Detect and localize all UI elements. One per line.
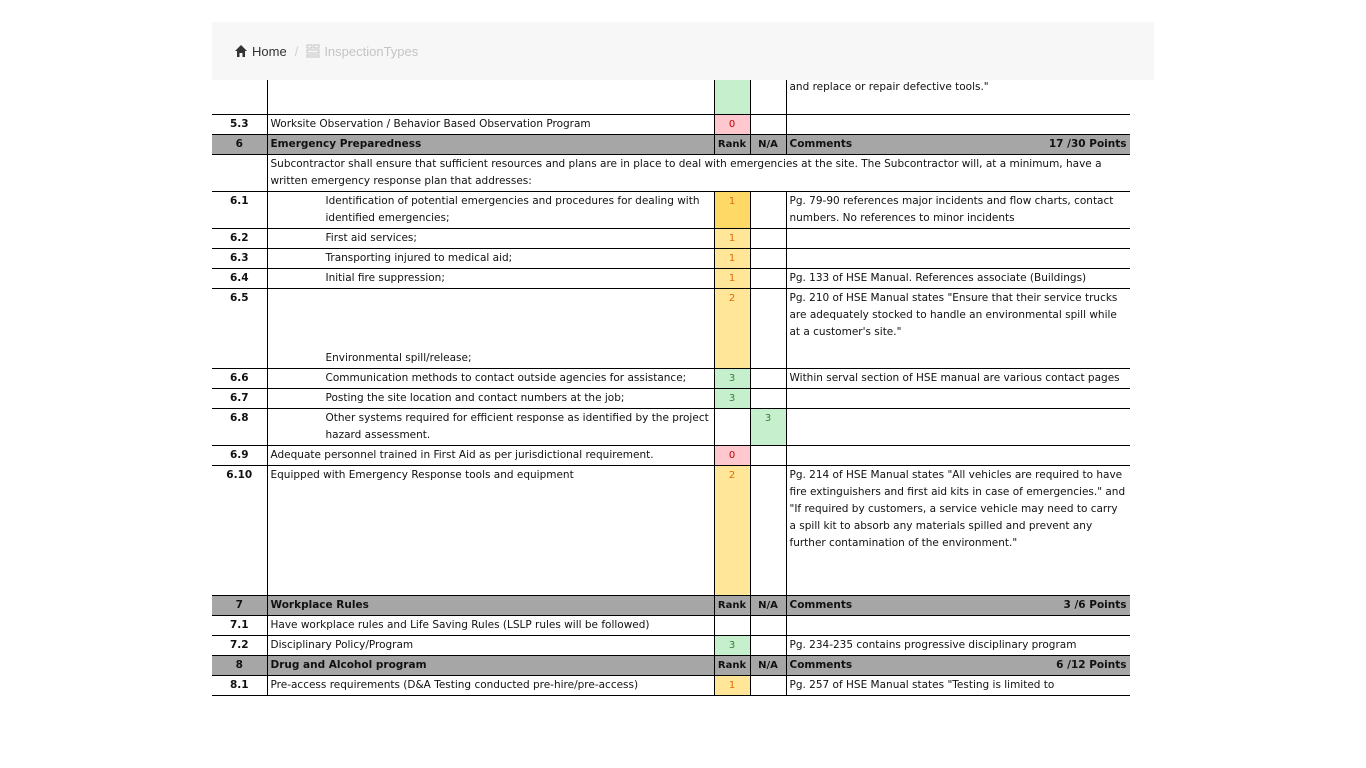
row-number: 6.4: [212, 269, 267, 289]
table-row: [212, 289, 1130, 369]
row-number: 7.2: [212, 636, 267, 656]
section-points: 3 /6 Points: [1063, 599, 1127, 611]
comment-cell: Pg. 210 of HSE Manual states "Ensure that their service trucks are adequately stocked to handle an environmental spill while at a customer's site.": [786, 289, 1130, 369]
na-header: N/A: [750, 135, 786, 155]
na-cell: [750, 115, 786, 135]
table-row: [212, 269, 1130, 289]
comment-cell: [786, 115, 1130, 135]
section-title: Drug and Alcohol program: [267, 656, 714, 676]
row-number: 6.5: [212, 289, 267, 369]
na-header: N/A: [750, 596, 786, 616]
rank-cell: 1: [714, 192, 750, 229]
comment-cell: Pg. 79-90 references major incidents and flow charts, contact numbers. No references to minor incidents: [786, 192, 1130, 229]
inspection-sheet-image: [212, 60, 1130, 705]
section-intro: Subcontractor shall ensure that sufficient resources and plans are in place to deal with emergencies at the site. The Subcontractor will, at a minimum, have a written emergency response plan that addresses:: [267, 155, 1130, 192]
inspection-types-icon: [306, 44, 320, 58]
na-cell: [750, 676, 786, 696]
row-description: Have workplace rules and Life Saving Rules (LSLP rules will be followed): [267, 616, 714, 636]
row-description: Environmental spill/release;: [267, 289, 714, 369]
comment-cell: [786, 229, 1130, 249]
rank-cell: 3: [714, 389, 750, 409]
rank-cell: 3: [714, 369, 750, 389]
comments-label: Comments: [789, 599, 853, 611]
rank-cell: 1: [714, 249, 750, 269]
home-icon[interactable]: [234, 44, 248, 58]
comment-cell: [786, 409, 1130, 446]
row-number: 5.3: [212, 115, 267, 135]
rank-cell: 0: [714, 115, 750, 135]
row-number: 6.2: [212, 229, 267, 249]
rank-header: Rank: [714, 596, 750, 616]
na-cell: [750, 269, 786, 289]
section-points: 17 /30 Points: [1048, 138, 1127, 150]
section-header-row: [212, 135, 1130, 155]
rank-header: Rank: [714, 656, 750, 676]
row-description: Pre-access requirements (D&A Testing conducted pre-hire/pre-access): [267, 676, 714, 696]
row-number: [212, 155, 267, 192]
na-cell: [750, 636, 786, 656]
row-number: 7.1: [212, 616, 267, 636]
table-row: [212, 616, 1130, 636]
na-cell: [750, 289, 786, 369]
inspection-table: [212, 60, 1130, 696]
table-row: [212, 466, 1130, 596]
comments-label: Comments: [789, 138, 853, 150]
comment-cell: [786, 616, 1130, 636]
row-number: 6.1: [212, 192, 267, 229]
table-row: [212, 409, 1130, 446]
rank-cell: [714, 409, 750, 446]
row-number: 8.1: [212, 676, 267, 696]
row-description: Disciplinary Policy/Program: [267, 636, 714, 656]
row-description: Identification of potential emergencies and procedures for dealing with identified emergencies;: [267, 192, 714, 229]
rank-cell: 2: [714, 466, 750, 596]
na-cell: [750, 229, 786, 249]
row-description: Adequate personnel trained in First Aid as per jurisdictional requirement.: [267, 446, 714, 466]
section-points: 6 /12 Points: [1056, 659, 1127, 671]
section-header-row: [212, 656, 1130, 676]
table-row: [212, 249, 1130, 269]
na-cell: 3: [750, 409, 786, 446]
comment-cell: [786, 249, 1130, 269]
rank-header: Rank: [714, 135, 750, 155]
section-title: Workplace Rules: [267, 596, 714, 616]
comments-label: Comments: [789, 659, 853, 671]
breadcrumb: [212, 22, 1154, 80]
row-description: Transporting injured to medical aid;: [267, 249, 714, 269]
rank-cell: 1: [714, 229, 750, 249]
comment-cell: Within serval section of HSE manual are various contact pages: [786, 369, 1130, 389]
table-row: [212, 192, 1130, 229]
row-number: 6.7: [212, 389, 267, 409]
table-row: [212, 155, 1130, 192]
row-number: 6.9: [212, 446, 267, 466]
breadcrumb-current: InspectionTypes: [324, 43, 419, 59]
section-title: Emergency Preparedness: [267, 135, 714, 155]
comment-cell: and replace or repair defective tools.": [786, 61, 1130, 115]
na-header: N/A: [750, 656, 786, 676]
comment-cell: Pg. 133 of HSE Manual. References associate (Buildings): [786, 269, 1130, 289]
section-number: 6: [212, 135, 267, 155]
row-number: 6.10: [212, 466, 267, 596]
section-header-row: [212, 596, 1130, 616]
rank-cell: 2: [714, 289, 750, 369]
section-number: 8: [212, 656, 267, 676]
comments-header: [786, 135, 1130, 155]
table-row: [212, 636, 1130, 656]
breadcrumb-separator: /: [294, 43, 299, 59]
na-cell: [750, 616, 786, 636]
rank-cell: 0: [714, 446, 750, 466]
na-cell: [750, 466, 786, 596]
comments-header: [786, 656, 1130, 676]
comment-cell: Pg. 234-235 contains progressive disciplinary program: [786, 636, 1130, 656]
breadcrumb-home-link[interactable]: Home: [252, 43, 287, 59]
na-cell: [750, 446, 786, 466]
na-cell: [750, 369, 786, 389]
row-description: Other systems required for efficient response as identified by the project hazard assessment.: [267, 409, 714, 446]
na-cell: [750, 192, 786, 229]
table-row: [212, 389, 1130, 409]
rank-cell: 1: [714, 676, 750, 696]
table-row: [212, 115, 1130, 135]
comment-cell: [786, 446, 1130, 466]
row-description: Communication methods to contact outside agencies for assistance;: [267, 369, 714, 389]
row-number: 6.3: [212, 249, 267, 269]
row-description: Worksite Observation / Behavior Based Observation Program: [267, 115, 714, 135]
row-number: 6.6: [212, 369, 267, 389]
comment-cell: Pg. 257 of HSE Manual states "Testing is limited to: [786, 676, 1130, 696]
row-description: Posting the site location and contact numbers at the job;: [267, 389, 714, 409]
na-cell: [750, 389, 786, 409]
rank-cell: 3: [714, 636, 750, 656]
table-row: [212, 676, 1130, 696]
row-description: Equipped with Emergency Response tools and equipment: [267, 466, 714, 596]
rank-cell: 1: [714, 269, 750, 289]
table-row: [212, 369, 1130, 389]
comments-header: [786, 596, 1130, 616]
comment-cell: [786, 389, 1130, 409]
row-number: 6.8: [212, 409, 267, 446]
comment-cell: Pg. 214 of HSE Manual states "All vehicles are required to have fire extinguishers and first aid kits in case of emergencies." and "If required by customers, a service vehicle may need to carry a spill kit to absorb any materials spilled and prevent any further contamination of the environment.": [786, 466, 1130, 596]
rank-cell: [714, 616, 750, 636]
table-row: [212, 446, 1130, 466]
na-cell: [750, 249, 786, 269]
section-number: 7: [212, 596, 267, 616]
row-description: Initial fire suppression;: [267, 269, 714, 289]
row-description: First aid services;: [267, 229, 714, 249]
table-row: [212, 229, 1130, 249]
